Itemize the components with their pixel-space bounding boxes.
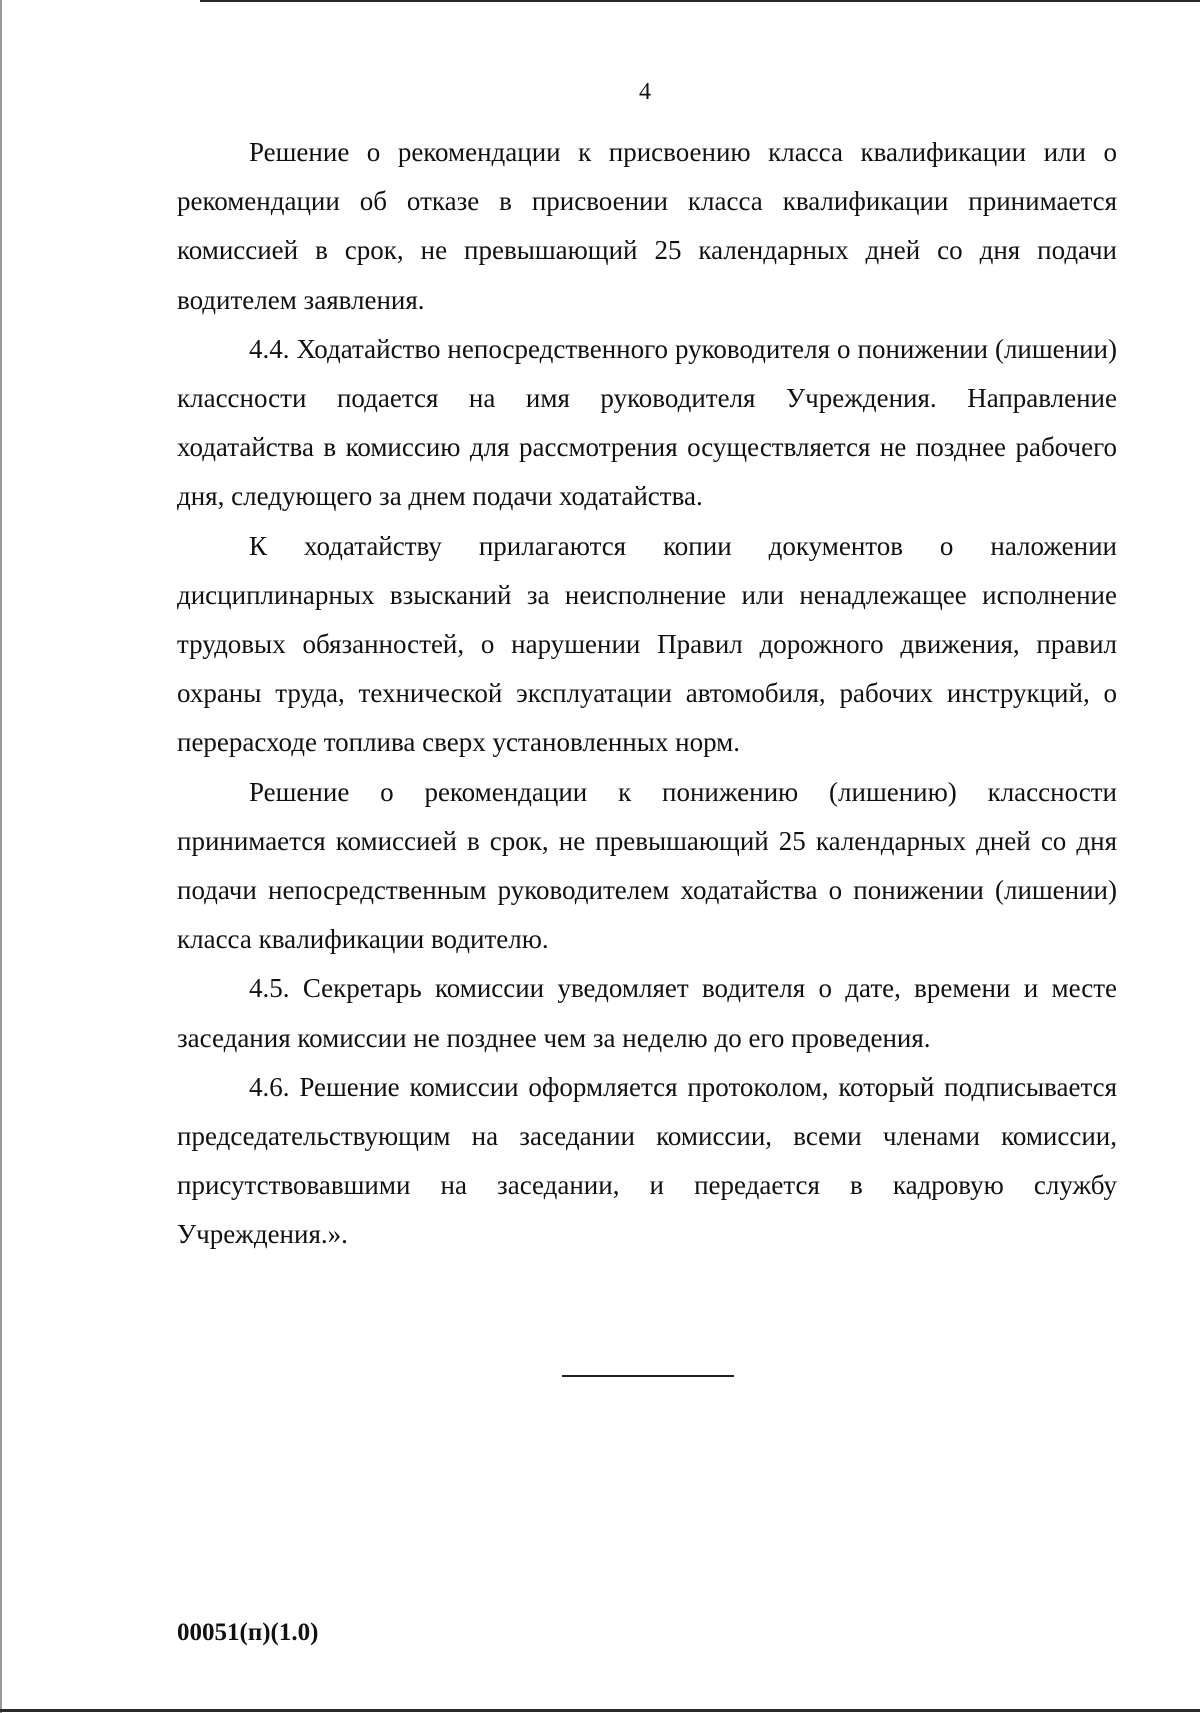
page-number: 4 <box>639 79 651 105</box>
paragraph-attachments: К ходатайству прилагаются копии документов о наложении дисциплинарных взысканий за неисполнение или ненадлежащее исполнение трудовых обязанностей, о нарушении Правил дорожного движения, правил охраны труда, технической эксплуатации автомобиля, рабочих инструкций, о перерасходе топлива сверх установленных норм. <box>177 530 1117 758</box>
scan-edge-top <box>200 0 1200 2</box>
paragraph-4-5: 4.5. Секретарь комиссии уведомляет водителя о дате, времени и месте заседания комиссии не позднее чем за неделю до его проведения. <box>177 973 1117 1053</box>
paragraph-decision-assignment: Решение о рекомендации к присвоению класса квалификации или о рекомендации об отказе в присвоении класса квалификации принимается комиссией в срок, не превышающий 25 календарных дней со дня подачи водителем заявления. <box>177 137 1117 315</box>
paragraph-decision-downgrade: Решение о рекомендации к понижению (лишению) классности принимается комиссией в срок, не превышающий 25 календарных дней со дня подачи непосредственным руководителем ходатайства о понижении (лишении) класса квалификации водителю. <box>177 776 1117 955</box>
scan-edge-bottom <box>0 1709 1200 1712</box>
document-code: 00051(п)(1.0) <box>177 1619 319 1646</box>
closing-rule <box>562 1375 734 1377</box>
paragraph-4-4: 4.4. Ходатайство непосредственного руководителя о понижении (лишении) классности подается на имя руководителя Учреждения. Направление ходатайства в комиссию для рассмотрения осуществляется не позднее рабочего дня, следующего за днем подачи ходатайства. <box>177 333 1117 512</box>
document-body <box>177 128 1117 1260</box>
paragraph-4-6: 4.6. Решение комиссии оформляется протоколом, который подписывается председательствующим на заседании комиссии, всеми членами комиссии, присутствовавшими на заседании, и передается в кадровую службу Учреждения.». <box>177 1071 1117 1250</box>
scan-edge-left <box>0 0 2 1713</box>
